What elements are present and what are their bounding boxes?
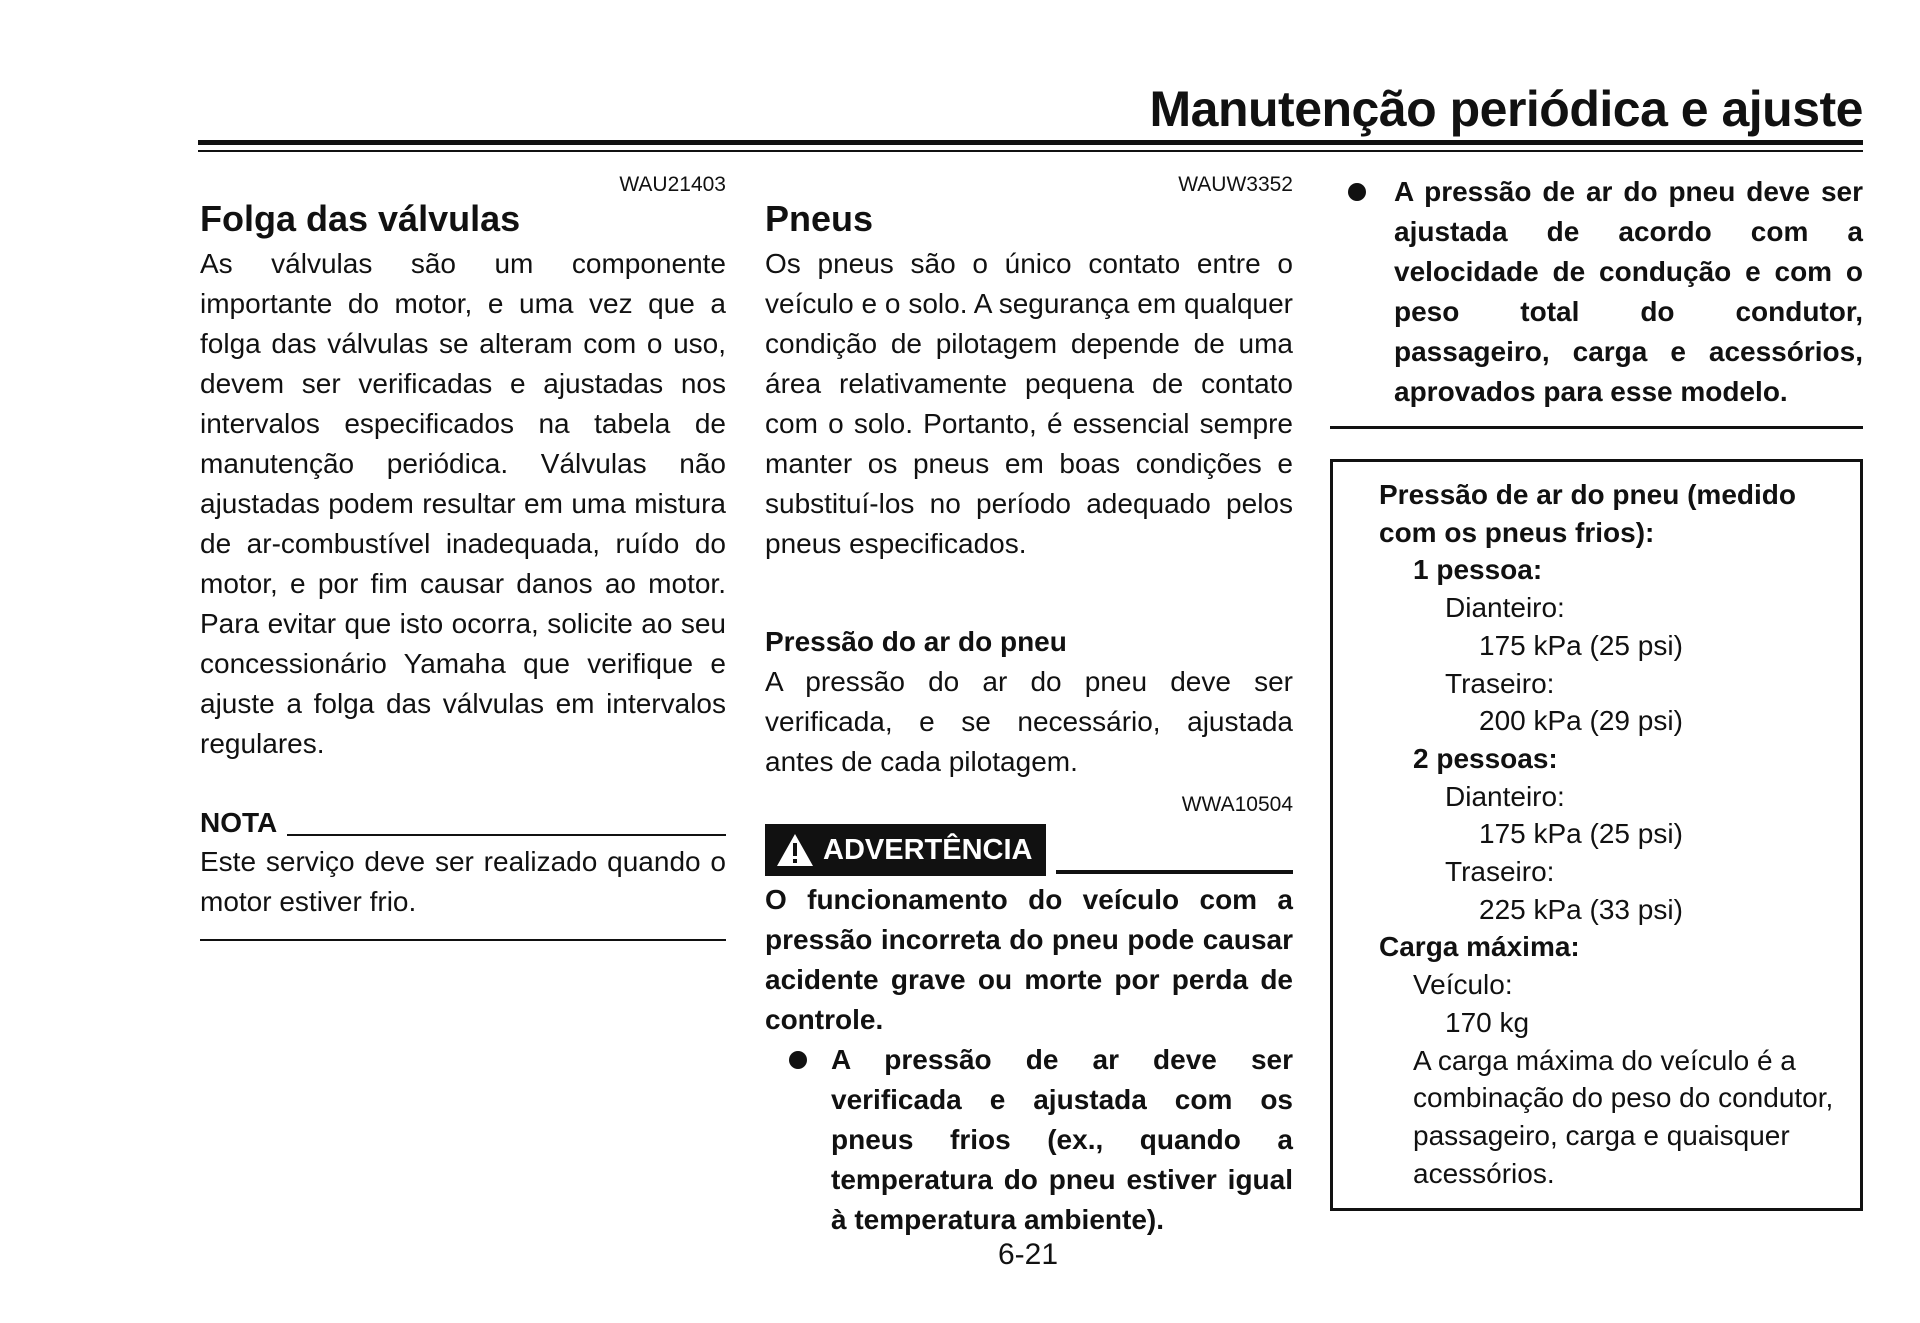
- warning-label: ADVERTÊNCIA: [823, 833, 1033, 866]
- spec-heading-cont: com os pneus frios):: [1379, 516, 1655, 548]
- note-end-rule: [200, 939, 726, 941]
- pressure-spec-box: [1330, 459, 1863, 1211]
- note-header: [200, 806, 726, 840]
- warning-code: WWA10504: [1181, 793, 1293, 816]
- warning-badge: [765, 824, 1046, 876]
- header-rule: [198, 140, 1863, 145]
- pressure-title: Pressão do ar do pneu: [765, 626, 1067, 657]
- pressure-body: A pressão do ar do pneu deve ser verificada, e se necessário, ajustada antes de cada pilotagem.: [765, 666, 1293, 777]
- page-number: 6-21: [997, 1238, 1059, 1271]
- tires-code: WAUW3352: [1178, 173, 1293, 196]
- spec-front-label: Dianteiro:: [1445, 592, 1565, 624]
- spec-front-label: Dianteiro:: [1445, 780, 1565, 812]
- bullet-dot-icon: [789, 1051, 807, 1069]
- warning-header: [765, 824, 1293, 876]
- spec-load-note: A carga máxima do veículo é a combinação do peso do condutor, passageiro, carga e quaisquer acessórios.: [1413, 1044, 1834, 1189]
- tires-body: Os pneus são o único contato entre o veículo e o solo. A segurança em qualquer condição de pilotagem depende de uma área relativamente pequena de contato com o solo. Portanto, é essencial sempre manter os pneus em boas condições e substituí-los no período adequado pelos pneus especificados.: [765, 248, 1293, 559]
- valves-title: Folga das válvulas: [200, 198, 521, 239]
- valves-body: As válvulas são um componente importante do motor, e uma vez que a folga das válvulas se alteram com o uso, devem ser verificadas e ajustadas nos intervalos especificados na tabela de manutenção periódica. Válvulas não ajustadas podem resultar em uma mistura de ar-combustível inadequada, ruído do motor, e por fim causar danos ao motor. Para evitar que isto ocorra, solicite ao seu concessionário Yamaha que verifique e ajuste a folga das válvulas em intervalos regulares.: [200, 248, 726, 759]
- warning-bullet: [1330, 172, 1863, 412]
- spec-rear-1p: 200 kPa (29 psi): [1479, 705, 1683, 737]
- spec-section: [1330, 172, 1863, 1211]
- tires-title: Pneus: [765, 198, 874, 239]
- spec-front-1p: 175 kPa (25 psi): [1479, 629, 1683, 661]
- spec-rear-label: Traseiro:: [1445, 667, 1555, 699]
- warning-bullet-text: A pressão de ar deve ser verificada e ajustada com os pneus frios (ex., quando a temperatura do pneu estiver igual à temperatura ambiente).: [831, 1044, 1293, 1235]
- tires-section: [765, 172, 1293, 1240]
- warning-triangle-icon: [775, 832, 815, 868]
- spec-one-person: 1 pessoa:: [1413, 554, 1543, 586]
- spec-two-people: 2 pessoas:: [1413, 742, 1558, 774]
- valves-code: WAU21403: [619, 173, 726, 196]
- spec-front-2p: 175 kPa (25 psi): [1479, 818, 1683, 850]
- spec-heading: Pressão de ar do pneu (medido: [1379, 479, 1796, 510]
- warning-bullet-text: A pressão de ar do pneu deve ser ajustada de acordo com a velocidade de condução e com o peso total do condutor, passageiro, carga e acessórios, aprovados para esse modelo.: [1394, 176, 1863, 407]
- spec-vehicle-label: Veículo:: [1413, 969, 1513, 1001]
- valves-section: [200, 172, 726, 941]
- note-rule: [287, 834, 726, 836]
- spec-vehicle-value: 170 kg: [1445, 1006, 1530, 1038]
- note-label: NOTA: [200, 807, 278, 838]
- bullet-dot-icon: [1348, 183, 1366, 201]
- page-title: Manutenção periódica e ajuste: [1149, 81, 1863, 137]
- note-text: Este serviço deve ser realizado quando o motor estiver frio.: [200, 846, 726, 917]
- warning-end-rule: [1330, 426, 1863, 429]
- warning-rule: [1056, 870, 1293, 874]
- spec-rear-label: Traseiro:: [1445, 856, 1555, 888]
- header-rule-thin: [198, 150, 1863, 152]
- warning-bullet: [765, 1040, 1293, 1240]
- spec-max-load: Carga máxima:: [1379, 931, 1580, 963]
- warning-text: O funcionamento do veículo com a pressão incorreta do pneu pode causar acidente grave ou morte por perda de controle.: [765, 884, 1293, 1035]
- spec-rear-2p: 225 kPa (33 psi): [1479, 893, 1683, 925]
